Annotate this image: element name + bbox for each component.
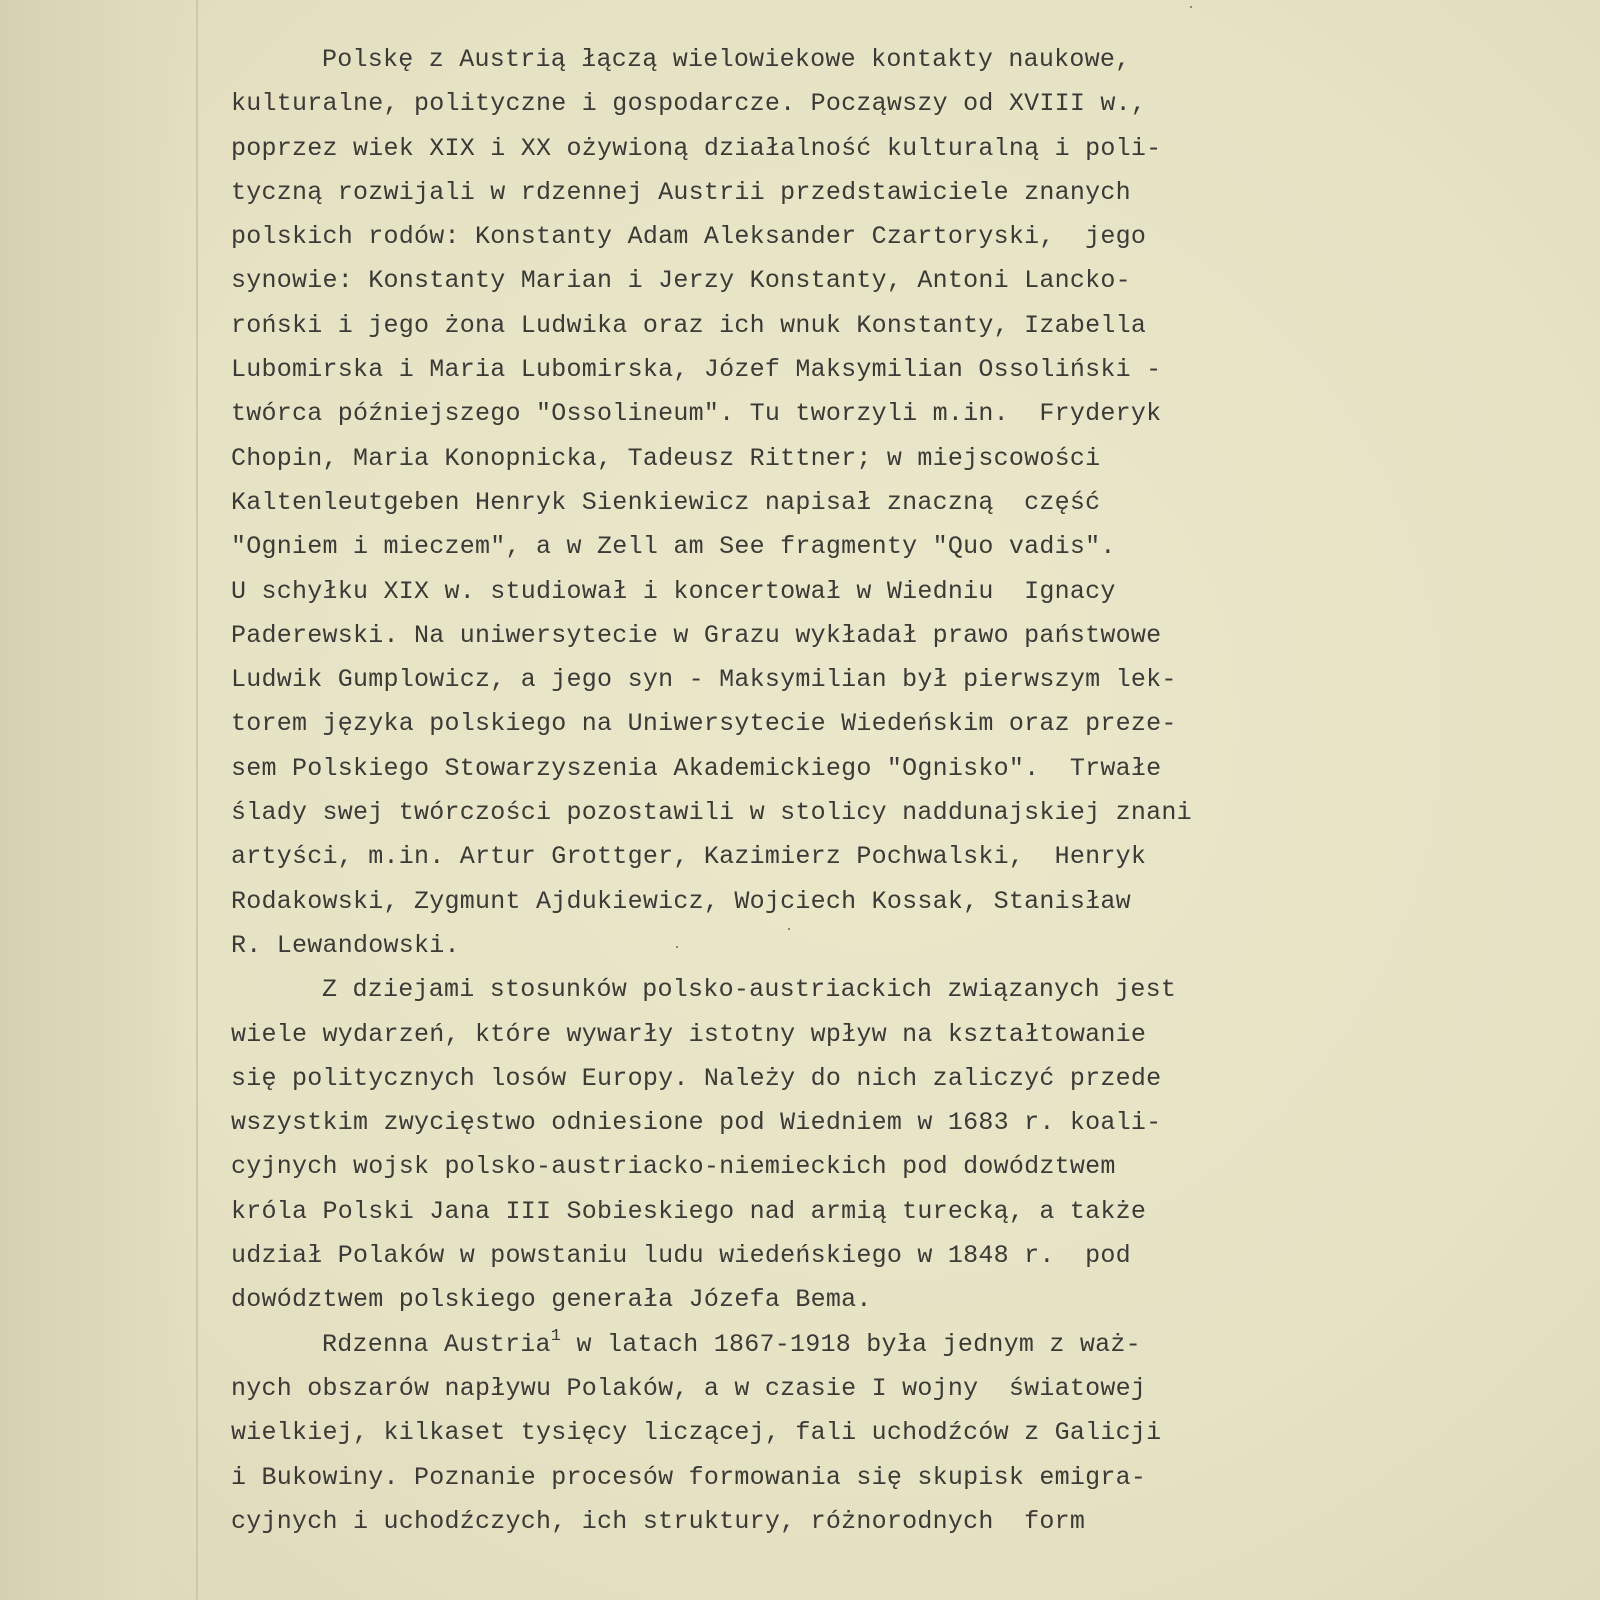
text-line: sem Polskiego Stowarzyszenia Akademickiego "Ognisko". Trwałe xyxy=(231,753,1162,783)
text-line: ślady swej twórczości pozostawili w stolicy naddunajskiej znani xyxy=(231,798,1192,828)
text-line: króla Polski Jana III Sobieskiego nad armią turecką, a także xyxy=(231,1196,1147,1226)
text-line: tyczną rozwijali w rdzennej Austrii przedstawiciele znanych xyxy=(231,177,1131,207)
text-line: Ludwik Gumplowicz, a jego syn - Maksymilian był pierwszym lek- xyxy=(231,665,1177,695)
text-line: artyści, m.in. Artur Grottger, Kazimierz Pochwalski, Henryk xyxy=(231,842,1147,872)
text-line: Chopin, Maria Konopnicka, Tadeusz Rittner; w miejscowości xyxy=(231,443,1101,473)
text-line: U schyłku XIX w. studiował i koncertował w Wiedniu Ignacy xyxy=(231,576,1116,606)
text-line: "Ogniem i mieczem", a w Zell am See fragmenty "Quo vadis". xyxy=(231,532,1116,562)
page-gutter-edge xyxy=(196,0,198,1600)
text-fragment: Rdzenna Austria xyxy=(322,1329,551,1359)
text-line: polskich rodów: Konstanty Adam Aleksander Czartoryski, jego xyxy=(231,222,1147,252)
text-line: dowództwem polskiego generała Józefa Bema. xyxy=(231,1285,872,1315)
footnote-mark: 1 xyxy=(550,1326,562,1346)
text-line: poprzez wiek XIX i XX ożywioną działalność kulturalną i poli- xyxy=(231,133,1162,163)
paper-speck xyxy=(1190,6,1192,8)
text-line: torem języka polskiego na Uniwersytecie Wiedeńskim oraz preze- xyxy=(231,709,1177,739)
text-line: Kaltenleutgeben Henryk Sienkiewicz napisał znaczną część xyxy=(231,487,1101,517)
paper-speck xyxy=(676,946,678,948)
text-line: się politycznych losów Europy. Należy do nich zaliczyć przede xyxy=(231,1063,1162,1093)
text-line: R. Lewandowski. xyxy=(231,930,460,960)
text-line: cyjnych i uchodźczych, ich struktury, różnorodnych form xyxy=(231,1506,1086,1536)
page-gutter-shadow xyxy=(0,0,200,1600)
text-fragment: w latach 1867-1918 była jednym z waż- xyxy=(561,1329,1141,1359)
typewritten-text xyxy=(231,38,1391,1544)
text-line: kulturalne, polityczne i gospodarcze. Począwszy od XVIII w., xyxy=(231,89,1147,119)
text-line: twórca późniejszego "Ossolineum". Tu tworzyli m.in. Fryderyk xyxy=(231,399,1162,429)
text-line: cyjnych wojsk polsko-austriacko-niemieckich pod dowództwem xyxy=(231,1152,1116,1182)
text-line: i Bukowiny. Poznanie procesów formowania się skupisk emigra- xyxy=(231,1462,1147,1492)
text-line: Rodakowski, Zygmunt Ajdukiewicz, Wojciech Kossak, Stanisław xyxy=(231,886,1131,916)
text-line xyxy=(231,1323,1391,1367)
paper-speck xyxy=(788,928,790,930)
text-line: Lubomirska i Maria Lubomirska, Józef Maksymilian Ossoliński - xyxy=(231,355,1162,385)
text-line: wszystkim zwycięstwo odniesione pod Wiedniem w 1683 r. koali- xyxy=(231,1108,1162,1138)
text-line: wiele wydarzeń, które wywarły istotny wpływ na kształtowanie xyxy=(231,1019,1147,1049)
text-line: Polskę z Austrią łączą wielowiekowe kontakty naukowe, xyxy=(322,45,1131,74)
text-line: wielkiej, kilkaset tysięcy liczącej, fali uchodźców z Galicji xyxy=(231,1418,1162,1448)
text-line: Z dziejami stosunków polsko-austriackich związanych jest xyxy=(322,975,1177,1005)
text-line: roński i jego żona Ludwika oraz ich wnuk Konstanty, Izabella xyxy=(231,310,1147,340)
text-line: synowie: Konstanty Marian i Jerzy Konstanty, Antoni Lancko- xyxy=(231,266,1131,296)
text-line: Paderewski. Na uniwersytecie w Grazu wykładał prawo państwowe xyxy=(231,620,1162,650)
text-line: nych obszarów napływu Polaków, a w czasie I wojny światowej xyxy=(231,1373,1147,1403)
text-line: udział Polaków w powstaniu ludu wiedeńskiego w 1848 r. pod xyxy=(231,1241,1131,1271)
